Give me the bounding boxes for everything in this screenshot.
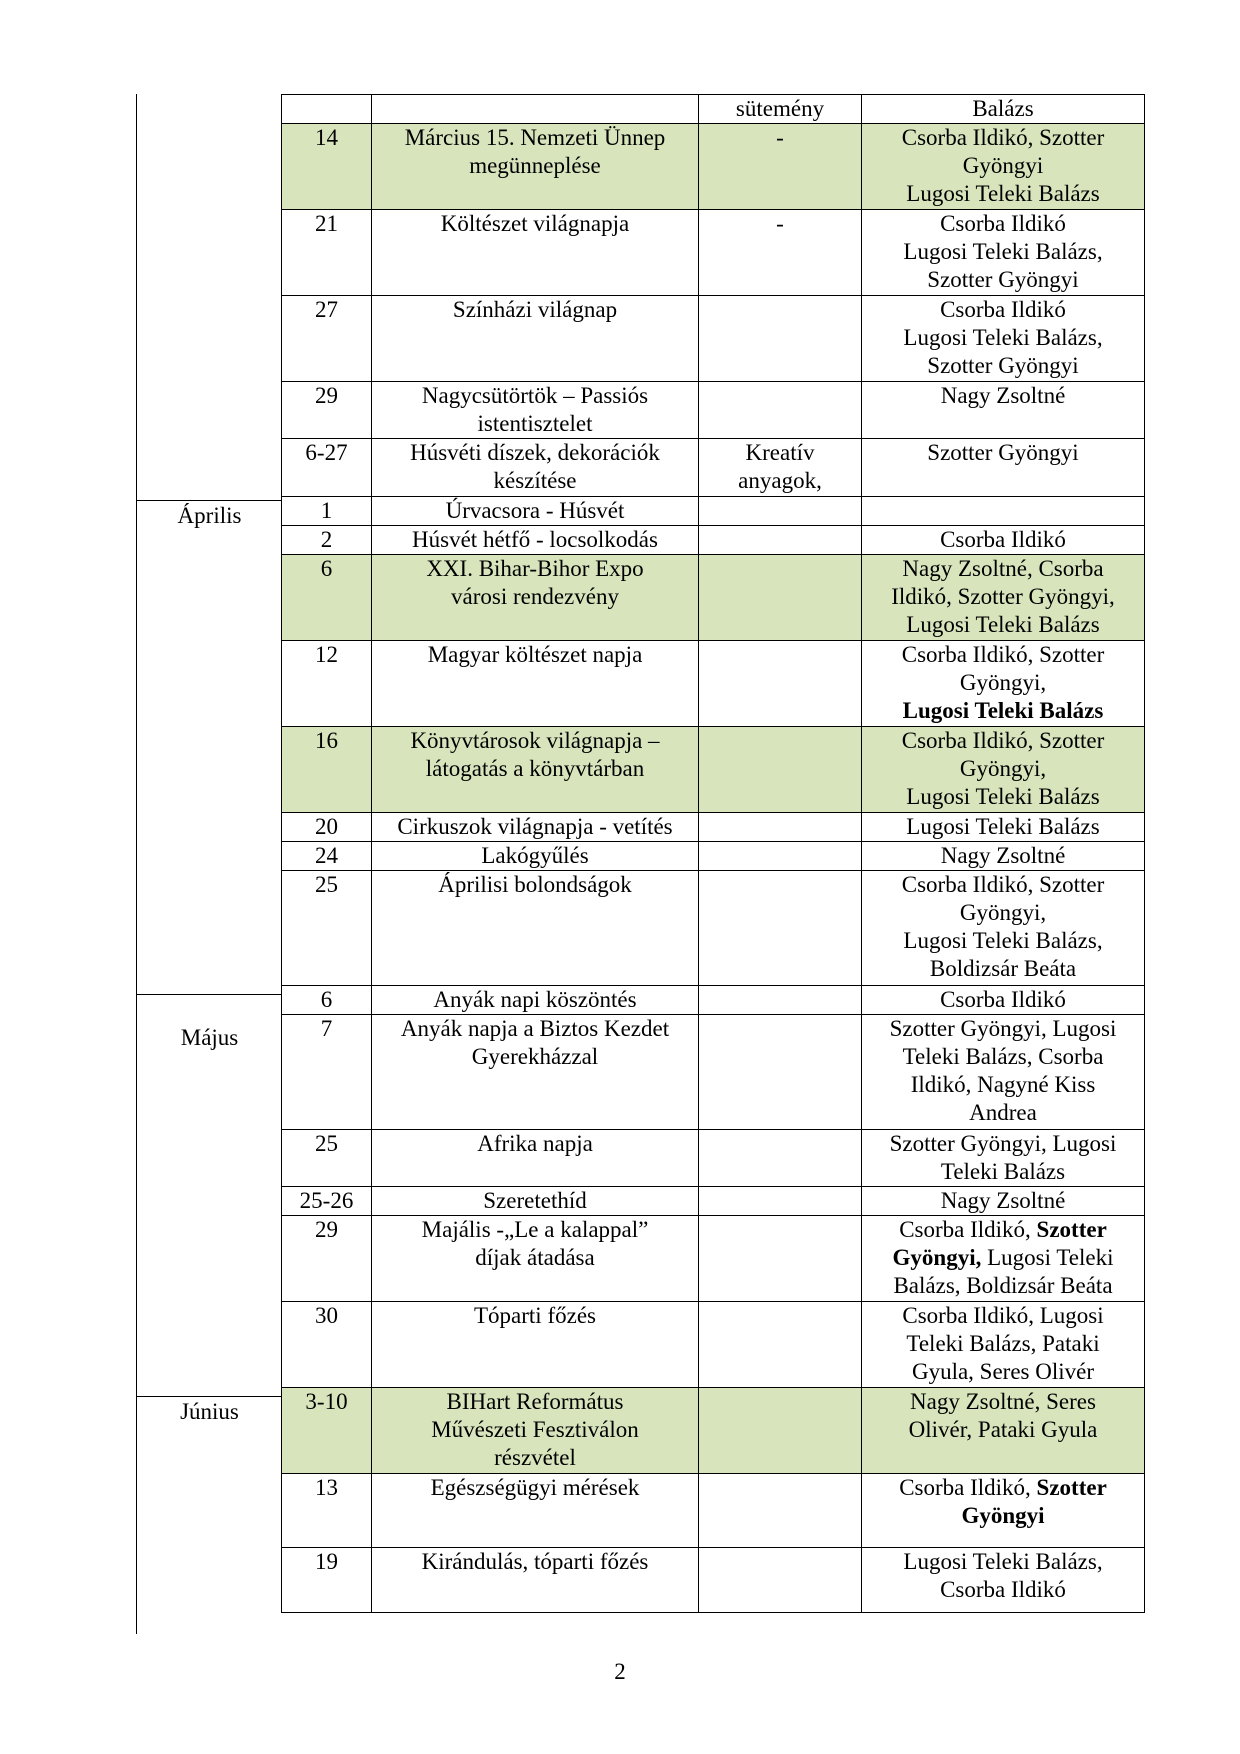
responsible-text: Csorba Ildikó, Szotter <box>901 642 1105 667</box>
responsible-text: Boldizsár Beáta <box>929 956 1077 981</box>
responsible-line <box>866 210 1140 238</box>
month-label-may: Május <box>180 1025 239 1050</box>
day-cell: 3-10 <box>282 1388 372 1474</box>
month-label-june: Június <box>180 1399 239 1424</box>
event-line: Afrika napja <box>477 1131 593 1156</box>
event-cell <box>372 641 699 727</box>
responsible-line <box>866 1474 1140 1502</box>
responsible-text: Nagy Zsoltné, Seres <box>910 1389 1096 1414</box>
materials-line: - <box>776 211 784 236</box>
responsible-text: Csorba Ildikó, <box>899 1475 1037 1500</box>
responsible-line <box>866 1130 1140 1158</box>
responsible-text: Balázs <box>972 96 1034 121</box>
day-cell: 29 <box>282 1216 372 1302</box>
event-cell <box>372 296 699 382</box>
event-cell <box>372 439 699 497</box>
materials-line: anyagok, <box>738 468 822 493</box>
event-line: díjak átadása <box>475 1245 595 1270</box>
responsible-line <box>866 697 1140 725</box>
table-row <box>282 296 1145 382</box>
responsible-line <box>866 1416 1140 1444</box>
materials-cell <box>699 1015 862 1130</box>
responsible-line <box>866 1099 1140 1127</box>
responsible-text: Csorba Ildikó <box>940 527 1066 552</box>
responsible-cell <box>862 1474 1145 1548</box>
responsible-cell <box>862 641 1145 727</box>
responsible-line <box>866 1187 1140 1215</box>
day-cell: 6-27 <box>282 439 372 497</box>
event-line: Majális -„Le a kalappal” <box>421 1217 649 1242</box>
responsible-line <box>866 526 1140 554</box>
responsible-line <box>866 1272 1140 1300</box>
responsible-text: Szotter Gyöngyi, Lugosi <box>889 1131 1117 1156</box>
responsible-line <box>866 296 1140 324</box>
event-line: Színházi világnap <box>452 297 618 322</box>
responsible-cell <box>862 842 1145 871</box>
responsible-cell <box>862 1216 1145 1302</box>
materials-cell <box>699 986 862 1015</box>
event-cell <box>372 813 699 842</box>
day-cell: 25 <box>282 871 372 986</box>
responsible-cell <box>862 210 1145 296</box>
table-row <box>282 1216 1145 1302</box>
event-line: részvétel <box>494 1445 576 1470</box>
responsible-line <box>866 669 1140 697</box>
event-cell <box>372 842 699 871</box>
responsible-cell <box>862 95 1145 124</box>
responsible-text: Csorba Ildikó <box>940 987 1066 1012</box>
materials-cell <box>699 382 862 439</box>
responsible-text: Nagy Zsoltné <box>940 843 1066 868</box>
materials-cell <box>699 1216 862 1302</box>
event-line: Húsvéti díszek, dekorációk <box>410 440 660 465</box>
event-line: Úrvacsora - Húsvét <box>445 498 625 523</box>
event-line: Művészeti Fesztiválon <box>431 1417 639 1442</box>
table-row <box>282 1130 1145 1187</box>
responsible-cell <box>862 124 1145 210</box>
event-line: Gyerekházzal <box>471 1044 599 1069</box>
materials-cell <box>699 1388 862 1474</box>
materials-cell <box>699 1548 862 1613</box>
event-line: Áprilisi bolondságok <box>438 872 632 897</box>
day-cell: 20 <box>282 813 372 842</box>
day-cell <box>282 95 372 124</box>
event-cell <box>372 555 699 641</box>
responsible-text: Csorba Ildikó, <box>899 1217 1037 1242</box>
event-cell <box>372 871 699 986</box>
table-row <box>282 555 1145 641</box>
responsible-line <box>866 1502 1140 1530</box>
table-row <box>282 813 1145 842</box>
responsible-line <box>866 1071 1140 1099</box>
responsible-cell <box>862 439 1145 497</box>
materials-cell <box>699 813 862 842</box>
event-line: Magyar költészet napja <box>427 642 643 667</box>
responsible-line <box>866 1043 1140 1071</box>
table-row <box>282 1302 1145 1388</box>
materials-cell <box>699 210 862 296</box>
day-cell: 2 <box>282 526 372 555</box>
responsible-text: Szotter <box>1036 1475 1107 1500</box>
materials-cell <box>699 1187 862 1216</box>
responsible-text: Ildikó, Nagyné Kiss <box>910 1072 1096 1097</box>
table-row <box>282 1388 1145 1474</box>
responsible-text: Szotter Gyöngyi, Lugosi <box>889 1016 1117 1041</box>
responsible-text: Csorba Ildikó <box>940 211 1066 236</box>
responsible-cell <box>862 727 1145 813</box>
responsible-line <box>866 1158 1140 1186</box>
responsible-text: Ildikó, Szotter Gyöngyi, <box>891 584 1115 609</box>
responsible-line <box>866 555 1140 583</box>
day-cell: 24 <box>282 842 372 871</box>
responsible-text: Szotter <box>1036 1217 1107 1242</box>
table-row <box>282 727 1145 813</box>
responsible-cell <box>862 296 1145 382</box>
day-cell: 13 <box>282 1474 372 1548</box>
responsible-text: Csorba Ildikó, Lugosi <box>902 1303 1104 1328</box>
responsible-cell <box>862 1130 1145 1187</box>
responsible-line <box>866 927 1140 955</box>
event-cell <box>372 1302 699 1388</box>
responsible-line <box>866 1388 1140 1416</box>
event-cell <box>372 1187 699 1216</box>
event-line: Anyák napja a Biztos Kezdet <box>400 1016 670 1041</box>
responsible-text: Csorba Ildikó, Szotter <box>901 125 1105 150</box>
day-cell: 21 <box>282 210 372 296</box>
responsible-text: Gyöngyi, <box>959 900 1047 925</box>
table-row <box>282 1474 1145 1548</box>
responsible-line <box>866 641 1140 669</box>
responsible-text: Csorba Ildikó, Szotter <box>901 872 1105 897</box>
responsible-text: Lugosi Teleki Balázs, <box>903 928 1103 953</box>
responsible-text: Teleki Balázs <box>940 1159 1066 1184</box>
responsible-cell <box>862 813 1145 842</box>
responsible-text: Lugosi Teleki Balázs <box>906 784 1100 809</box>
responsible-line <box>866 382 1140 410</box>
responsible-text: Gyöngyi, <box>959 756 1047 781</box>
responsible-text: Csorba Ildikó, Szotter <box>901 728 1105 753</box>
event-cell <box>372 1130 699 1187</box>
responsible-text: Szotter Gyöngyi <box>927 267 1079 292</box>
table-row <box>282 871 1145 986</box>
event-line: Cirkuszok világnapja - vetítés <box>397 814 673 839</box>
responsible-line <box>866 352 1140 380</box>
responsible-line <box>866 324 1140 352</box>
responsible-text: Szotter Gyöngyi <box>927 353 1079 378</box>
responsible-line <box>866 583 1140 611</box>
day-cell: 1 <box>282 497 372 526</box>
materials-cell <box>699 1130 862 1187</box>
responsible-line <box>866 1358 1140 1386</box>
responsible-line <box>866 986 1140 1014</box>
responsible-text: Csorba Ildikó <box>940 297 1066 322</box>
responsible-text: Lugosi Teleki Balázs <box>906 814 1100 839</box>
day-cell: 16 <box>282 727 372 813</box>
event-line: megünneplése <box>469 153 601 178</box>
responsible-line <box>866 899 1140 927</box>
materials-cell <box>699 727 862 813</box>
event-cell <box>372 210 699 296</box>
responsible-cell <box>862 986 1145 1015</box>
responsible-line <box>866 1330 1140 1358</box>
responsible-text: Csorba Ildikó <box>940 1577 1066 1602</box>
responsible-text: Gyöngyi, <box>892 1245 982 1270</box>
responsible-line <box>866 1244 1140 1272</box>
table-row <box>282 1187 1145 1216</box>
responsible-cell <box>862 526 1145 555</box>
responsible-cell <box>862 1388 1145 1474</box>
materials-cell <box>699 842 862 871</box>
responsible-line <box>866 727 1140 755</box>
responsible-text: Teleki Balázs, Pataki <box>906 1331 1100 1356</box>
responsible-line <box>866 1216 1140 1244</box>
event-line: Lakógyűlés <box>481 843 589 868</box>
responsible-text: Gyöngyi <box>961 1503 1045 1528</box>
event-cell <box>372 1216 699 1302</box>
event-line: Március 15. Nemzeti Ünnep <box>404 125 666 150</box>
responsible-text: Lugosi Teleki Balázs, <box>903 1549 1103 1574</box>
materials-line: - <box>776 125 784 150</box>
responsible-text: Nagy Zsoltné, Csorba <box>902 556 1104 581</box>
event-line: készítése <box>493 468 577 493</box>
event-cell <box>372 497 699 526</box>
event-cell <box>372 124 699 210</box>
responsible-line <box>866 1548 1140 1576</box>
event-line: BIHart Református <box>446 1389 624 1414</box>
month-divider <box>137 994 282 995</box>
responsible-line <box>866 955 1140 983</box>
materials-cell <box>699 296 862 382</box>
month-divider <box>137 500 282 501</box>
day-cell: 25 <box>282 1130 372 1187</box>
responsible-text: Gyula, Seres Olivér <box>911 1359 1095 1384</box>
responsible-text: Gyöngyi, <box>959 670 1047 695</box>
event-line: Húsvét hétfő - locsolkodás <box>412 527 658 552</box>
responsible-cell <box>862 1302 1145 1388</box>
responsible-text: Szotter Gyöngyi <box>927 440 1079 465</box>
day-cell: 25-26 <box>282 1187 372 1216</box>
table-row <box>282 439 1145 497</box>
materials-line: sütemény <box>735 96 825 121</box>
event-line: Költészet világnapja <box>440 211 630 236</box>
event-line: Kirándulás, tóparti főzés <box>421 1549 649 1574</box>
responsible-cell <box>862 555 1145 641</box>
responsible-text: Nagy Zsoltné <box>940 383 1066 408</box>
materials-cell <box>699 641 862 727</box>
responsible-text: Teleki Balázs, Csorba <box>902 1044 1104 1069</box>
day-cell: 7 <box>282 1015 372 1130</box>
event-cell <box>372 1015 699 1130</box>
responsible-text: Balázs, Boldizsár Beáta <box>893 1273 1113 1298</box>
responsible-text: Lugosi Teleki Balázs <box>906 612 1100 637</box>
event-line: Anyák napi köszöntés <box>433 987 637 1012</box>
event-line: istentisztelet <box>477 411 593 436</box>
event-cell <box>372 526 699 555</box>
event-line: látogatás a könyvtárban <box>425 756 645 781</box>
responsible-cell <box>862 1548 1145 1613</box>
table-row <box>282 382 1145 439</box>
table-row <box>282 641 1145 727</box>
event-line: Egészségügyi mérések <box>430 1475 640 1500</box>
day-cell: 6 <box>282 555 372 641</box>
table-row <box>282 210 1145 296</box>
materials-cell <box>699 871 862 986</box>
responsible-cell <box>862 1187 1145 1216</box>
responsible-line <box>866 611 1140 639</box>
responsible-cell <box>862 871 1145 986</box>
day-cell: 14 <box>282 124 372 210</box>
materials-line: Kreatív <box>745 440 815 465</box>
materials-cell <box>699 1302 862 1388</box>
responsible-text: Andrea <box>969 1100 1037 1125</box>
event-cell <box>372 1548 699 1613</box>
page-number: 2 <box>614 1659 626 1684</box>
responsible-line <box>866 755 1140 783</box>
table-row <box>282 526 1145 555</box>
responsible-text: Lugosi Teleki Balázs <box>906 181 1100 206</box>
event-line: Könyvtárosok világnapja – <box>410 728 660 753</box>
responsible-text: Lugosi Teleki <box>981 1245 1114 1270</box>
table-row <box>282 124 1145 210</box>
responsible-cell <box>862 497 1145 526</box>
month-label-april: Április <box>177 503 242 528</box>
responsible-cell <box>862 382 1145 439</box>
responsible-line <box>866 1302 1140 1330</box>
day-cell: 12 <box>282 641 372 727</box>
day-cell: 6 <box>282 986 372 1015</box>
event-line: Szeretethíd <box>483 1188 587 1213</box>
responsible-line <box>866 813 1140 841</box>
table-row <box>282 1548 1145 1613</box>
day-cell: 29 <box>282 382 372 439</box>
materials-cell <box>699 497 862 526</box>
responsible-line <box>866 783 1140 811</box>
event-cell <box>372 95 699 124</box>
responsible-text: Olivér, Pataki Gyula <box>908 1417 1098 1442</box>
materials-cell <box>699 124 862 210</box>
event-line: Nagycsütörtök – Passiós <box>421 383 649 408</box>
responsible-line <box>866 1576 1140 1604</box>
responsible-text: Nagy Zsoltné <box>940 1188 1066 1213</box>
responsible-text: Lugosi Teleki Balázs, <box>903 325 1103 350</box>
event-line: városi rendezvény <box>451 584 619 609</box>
month-column <box>136 94 282 1634</box>
event-cell <box>372 1474 699 1548</box>
responsible-line <box>866 439 1140 467</box>
materials-cell <box>699 526 862 555</box>
responsible-line <box>866 152 1140 180</box>
responsible-text: Lugosi Teleki Balázs, <box>903 239 1103 264</box>
event-cell <box>372 986 699 1015</box>
day-cell: 27 <box>282 296 372 382</box>
responsible-cell <box>862 1015 1145 1130</box>
responsible-text: Gyöngyi <box>962 153 1044 178</box>
materials-cell <box>699 439 862 497</box>
schedule-body <box>282 95 1145 1613</box>
responsible-line <box>866 842 1140 870</box>
responsible-line <box>866 124 1140 152</box>
month-divider <box>137 1396 282 1397</box>
responsible-line <box>866 238 1140 266</box>
event-line: Tóparti főzés <box>474 1303 596 1328</box>
table-row <box>282 1015 1145 1130</box>
table-row <box>282 986 1145 1015</box>
table-row <box>282 497 1145 526</box>
event-cell <box>372 1388 699 1474</box>
materials-cell <box>699 95 862 124</box>
schedule-table <box>281 94 1145 1613</box>
table-row <box>282 842 1145 871</box>
materials-cell <box>699 555 862 641</box>
event-cell <box>372 382 699 439</box>
responsible-line <box>866 1015 1140 1043</box>
day-cell: 19 <box>282 1548 372 1613</box>
responsible-line <box>866 871 1140 899</box>
responsible-line <box>866 266 1140 294</box>
responsible-line <box>866 180 1140 208</box>
materials-cell <box>699 1474 862 1548</box>
responsible-text: Lugosi Teleki Balázs <box>902 698 1104 723</box>
responsible-line <box>866 95 1140 123</box>
day-cell: 30 <box>282 1302 372 1388</box>
table-row <box>282 95 1145 124</box>
event-cell <box>372 727 699 813</box>
event-line: XXI. Bihar-Bihor Expo <box>426 556 644 581</box>
